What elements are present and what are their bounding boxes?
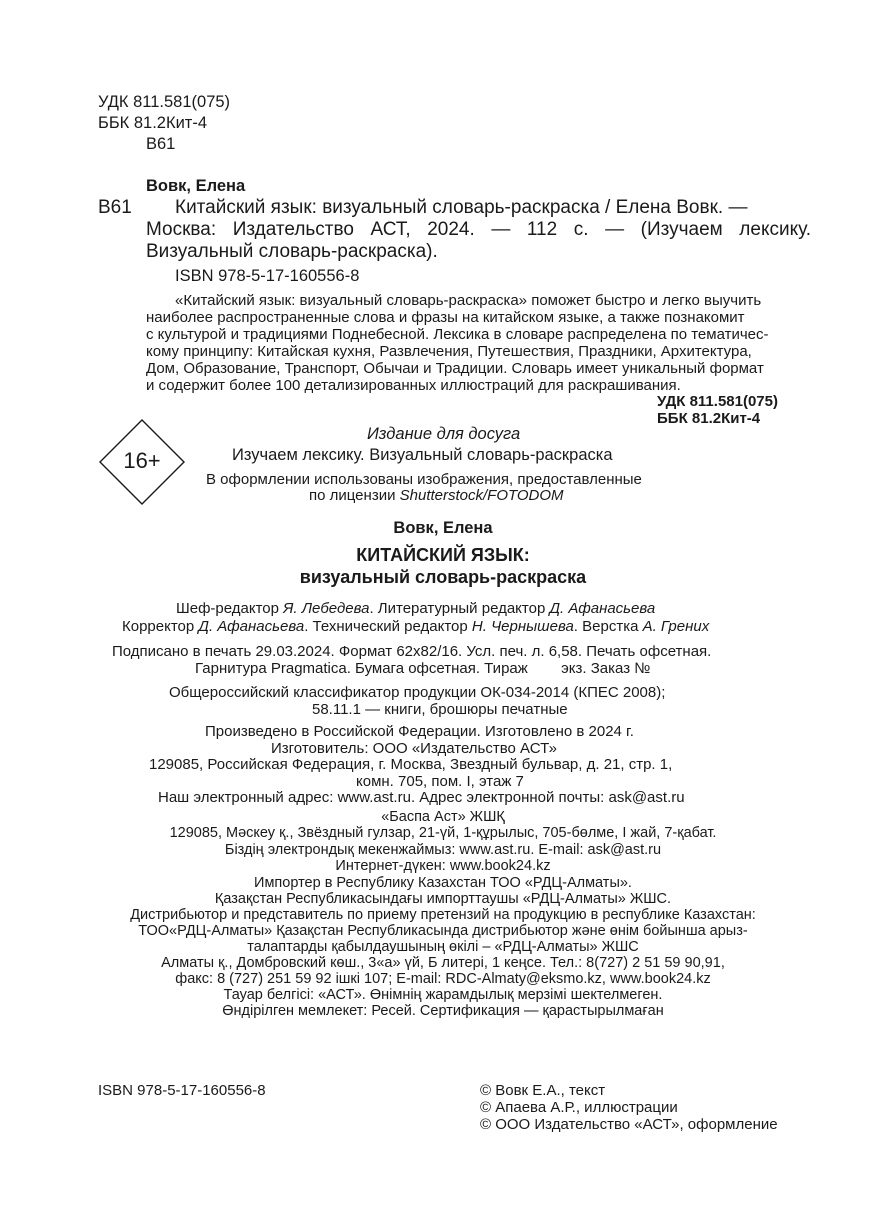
entry-bbk: ББК 81.2Кит-4 — [657, 410, 761, 427]
copyright-line: © Вовк Е.А., текст — [480, 1082, 606, 1099]
literary-editor: Д. Афанасьева — [549, 600, 656, 617]
entry-code: В61 — [98, 197, 132, 218]
copyright-line: © Апаева А.Р., иллюстрации — [480, 1099, 678, 1116]
annotation-line: с культурой и традициями Поднебесной. Лексика в словаре распределена по тематичес- — [146, 326, 769, 343]
license-source: Shutterstock/FOTODOM — [399, 487, 564, 504]
annotation-line: кому принципу: Китайская кухня, Развлечения, Путешествия, Праздники, Архитектура, — [146, 343, 752, 360]
manufacturer-line: Изготовитель: ООО «Издательство АСТ» — [271, 740, 557, 757]
chief-editor: Я. Лебедева — [283, 600, 370, 617]
kz-line: 129085, Мәскеу қ., Звёздный гулзар, 21-үй, 1-құрылыс, 705-бөлме, I жай, 7-қабат. — [169, 825, 717, 841]
annotation-line: и содержит более 100 детализированных иллюстраций для раскрашивания. — [146, 377, 681, 394]
entry-author: Вовк, Елена — [146, 177, 246, 195]
entry-description-line2: Москва: Издательство АСТ, 2024. — 112 с. — (Изучаем лексику. — [146, 219, 811, 240]
print-info-line1: Подписано в печать 29.03.2024. Формат 62х82/16. Усл. печ. л. 6,58. Печать офсетная. — [112, 643, 712, 660]
title-sub: визуальный словарь-раскраска — [299, 567, 587, 587]
kz-line: Тауар белгісі: «АСТ». Өнімнің жарамдылық мерзімі шектелмеген. — [223, 987, 663, 1003]
top-udk: УДК 811.581(075) — [98, 93, 231, 111]
kz-line: Өндірілген мемлекет: Ресей. Сертификация — қарастырылмаған — [222, 1003, 664, 1019]
kz-line: ТОО«РДЦ-Алматы» Қазақстан Республикасында дистрибьютор және өнім бойынша арыз- — [138, 923, 748, 939]
kz-line: талаптарды қабылдаушының өкілі – «РДЦ-Алматы» ЖШС — [247, 939, 639, 955]
top-bbk: ББК 81.2Кит-4 — [98, 114, 208, 132]
manufacturer-line: 129085, Российская Федерация, г. Москва, Звездный бульвар, д. 21, стр. 1, — [149, 756, 673, 773]
technical-editor: Н. Чернышева — [471, 618, 574, 635]
age-rating-text: 16+ — [123, 448, 161, 473]
images-note: В оформлении использованы изображения, предоставленные — [206, 471, 642, 488]
age-rating-badge — [99, 419, 185, 505]
credits-line2: Корректор Д. Афанасьева. Технический редактор Н. Чернышева. Верстка А. Грених — [122, 618, 710, 635]
annotation-line: «Китайский язык: визуальный словарь-раскраска» поможет быстро и легко выучить — [175, 292, 762, 309]
footer-isbn: ISBN 978-5-17-160556-8 — [98, 1082, 266, 1099]
leisure-label: Издание для досуга — [367, 425, 521, 443]
layout-designer: А. Грених — [642, 618, 710, 635]
corrector: Д. Афанасьева — [198, 618, 305, 635]
kz-line: Біздің электрондық мекенжаймыз: www.ast.ru. E-mail: ask@ast.ru — [224, 842, 662, 858]
kz-line: Дистрибьютор и представитель по приему претензий на продукцию в республике Казахстан: — [130, 907, 756, 923]
license-line: по лицензии Shutterstock/FOTODOM — [309, 487, 564, 504]
top-code: В61 — [146, 135, 176, 153]
print-info-line2: Гарнитура Pragmatica. Бумага офсетная. Тираж экз. Заказ № — [195, 660, 651, 677]
classifier-line2: 58.11.1 — книги, брошюры печатные — [312, 701, 568, 718]
entry-udk: УДК 811.581(075) — [657, 393, 778, 410]
credits-line1: Шеф-редактор Я. Лебедева. Литературный редактор Д. Афанасьева — [176, 600, 656, 617]
series-name: Изучаем лексику. Визуальный словарь-раскраска — [232, 446, 613, 464]
copyright-line: © ООО Издательство «АСТ», оформление — [480, 1116, 778, 1133]
entry-description-line1: Китайский язык: визуальный словарь-раскраска / Елена Вовк. — — [175, 197, 748, 218]
kz-line: «Баспа Аст» ЖШҚ — [381, 809, 505, 825]
title-main: КИТАЙСКИЙ ЯЗЫК: — [356, 545, 530, 565]
kz-line: Импортер в Республику Казахстан ТОО «РДЦ-Алматы». — [254, 875, 632, 891]
annotation-line: наиболее распространенные слова и фразы на китайском языке, а также познакомит — [146, 309, 745, 326]
manufacturer-line: Наш электронный адрес: www.ast.ru. Адрес электронной почты: ask@ast.ru — [158, 789, 685, 806]
kz-line: Интернет-дүкен: www.book24.kz — [335, 858, 551, 874]
kz-line: факс: 8 (727) 251 59 92 ішкі 107; E-mail: RDC-Almaty@eksmo.kz, www.book24.kz — [175, 971, 711, 987]
entry-isbn: ISBN 978-5-17-160556-8 — [175, 267, 360, 285]
kz-line: Алматы қ., Домбровский көш., 3«а» үй, Б литері, 1 кеңсе. Тел.: 8(727) 2 51 59 90,91, — [161, 955, 725, 971]
kz-line: Қазақстан Республикасындағы импорттаушы «РДЦ-Алматы» ЖШС. — [214, 891, 672, 907]
title-author: Вовк, Елена — [393, 519, 493, 537]
annotation-line: Дом, Образование, Транспорт, Обычаи и Традиции. Словарь имеет уникальный формат — [146, 360, 764, 377]
classifier-line1: Общероссийский классификатор продукции ОК-034-2014 (КПЕС 2008); — [169, 684, 666, 701]
manufacturer-line: Произведено в Российской Федерации. Изготовлено в 2024 г. — [205, 723, 634, 740]
manufacturer-line: комн. 705, пом. I, этаж 7 — [356, 773, 524, 790]
entry-description-line3: Визуальный словарь-раскраска). — [146, 241, 438, 262]
